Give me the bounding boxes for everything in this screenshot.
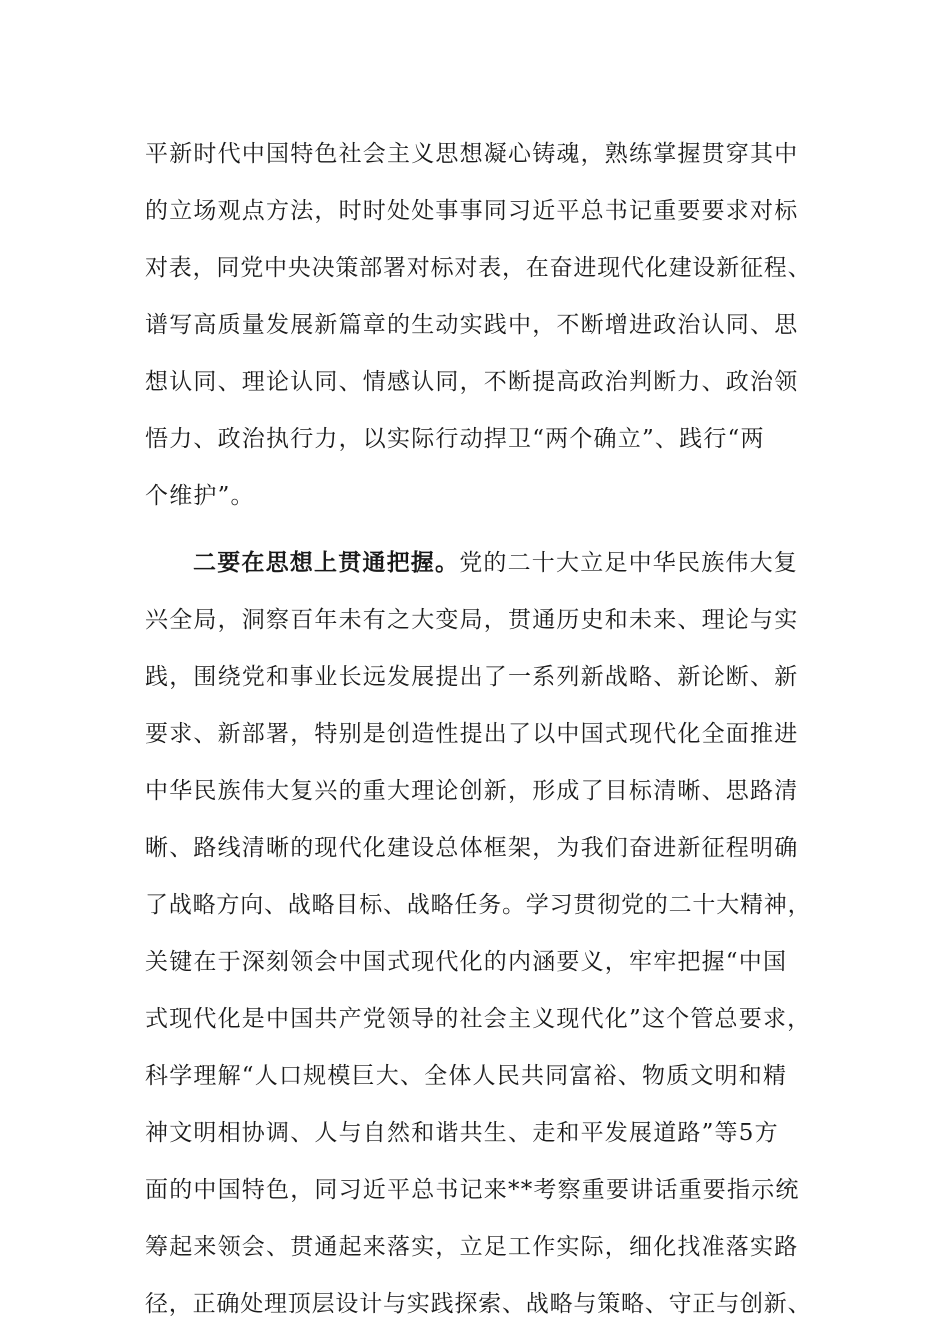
text-line: 个维护”。 (145, 483, 255, 509)
text-line: 筹起来领会、贯通起来落实，立足工作实际，细化找准落实路 (145, 1234, 799, 1260)
text-line: 对表，同党中央决策部署对标对表，在奋进现代化建设新征程、 (145, 255, 812, 281)
text-line: 晰、路线清晰的现代化建设总体框架，为我们奋进新征程明确 (145, 835, 799, 861)
text-line: 径，正确处理顶层设计与实践探索、战略与策略、守正与创新、 (145, 1291, 812, 1317)
text-line: 悟力、政治执行力，以实际行动捍卫“两个确立”、践行“两 (145, 426, 765, 452)
text-line-rest: 党的二十大立足中华民族伟大复 (459, 550, 799, 576)
text-line: 关键在于深刻领会中国式现代化的内涵要义，牢牢把握“中国 (145, 949, 788, 975)
text-line: 面的中国特色，同习近平总书记来**考察重要讲话重要指示统 (145, 1177, 800, 1203)
text-line: 要求、新部署，特别是创造性提出了以中国式现代化全面推进 (145, 721, 799, 747)
text-line: 式现代化是中国共产党领导的社会主义现代化”这个管总要求， (145, 1006, 812, 1032)
text-line: 科学理解“人口规模巨大、全体人民共同富裕、物质文明和精 (145, 1063, 788, 1089)
text-line: 中华民族伟大复兴的重大理论创新，形成了目标清晰、思路清 (145, 778, 799, 804)
text-line: 的立场观点方法，时时处处事事同习近平总书记重要要求对标 (145, 198, 799, 224)
text-line: 践，围绕党和事业长远发展提出了一系列新战略、新论断、新 (145, 664, 799, 690)
text-line: 想认同、理论认同、情感认同，不断提高政治判断力、政治领 (145, 369, 799, 395)
text-line: 平新时代中国特色社会主义思想凝心铸魂，熟练掌握贯穿其中 (145, 141, 799, 167)
text-line: 谱写高质量发展新篇章的生动实践中，不断增进政治认同、思 (145, 312, 799, 338)
text-line: 神文明相协调、人与自然和谐共生、走和平发展道路”等5方 (145, 1120, 779, 1146)
text-line: 兴全局，洞察百年未有之大变局，贯通历史和未来、理论与实 (145, 607, 799, 633)
section-heading: 二要在思想上贯通把握。 (193, 549, 460, 576)
text-line: 了战略方向、战略目标、战略任务。学习贯彻党的二十大精神， (145, 892, 812, 918)
paragraph-first-line (193, 548, 798, 578)
